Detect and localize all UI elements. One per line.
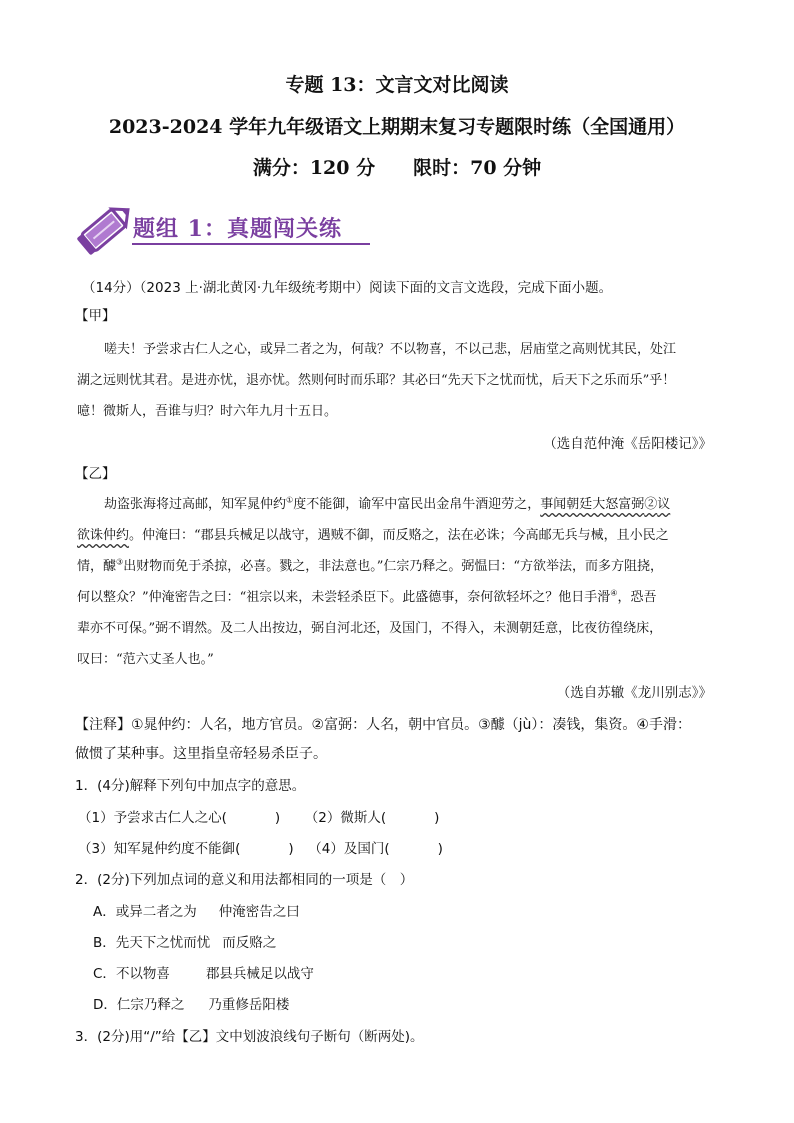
page-subtitle: 2023-2024 学年九年级语文上期期末复习专题限时练（全国通用） xyxy=(108,116,686,138)
question-1-items-a: （1）予尝求古仁人之心( ) （2）微斯人( ) xyxy=(78,810,440,826)
yi-source: （选自苏辙《龙川别志》》 xyxy=(556,685,712,701)
option-a: A．或异二者之为 仲淹密告之曰 xyxy=(93,904,300,920)
option-b: B．先天下之忧而忧 而反赂之 xyxy=(93,935,277,951)
option-d: D．仁宗乃释之 乃重修岳阳楼 xyxy=(93,997,290,1013)
yi-line-4: 何以整众？”仲淹密告之曰：“祖宗以来，未尝轻杀臣下。此盛德事，奈何欲轻坏之？他日手滑④，恐吾 xyxy=(77,588,657,605)
question-2-stem: 2．(2分)下列加点词的意义和用法都相同的一项是（ ） xyxy=(75,872,414,888)
section-label-yi: 【乙】 xyxy=(75,466,116,482)
jia-line-1: 嗟夫！予尝求古仁人之心，或异二者之为，何哉？不以物喜，不以己悲，居庙堂之高则忧其民，处江 xyxy=(104,342,677,357)
jia-line-2: 湖之远则忧其君。是进亦忧，退亦忧。然则何时而乐耶？其必曰“先天下之忧而忧，后天下之乐而乐”乎！ xyxy=(77,373,676,388)
yi-line-2: 欲诛仲约。仲淹曰：“郡县兵械足以战守，遇贼不御，而反赂之，法在必诛；今高邮无兵与械，且小民之 xyxy=(77,528,669,543)
banner-title: 题组 1：真题闯关练 xyxy=(133,216,342,242)
intro-text: （14分）（2023 上·湖北黄冈·九年级统考期中）阅读下面的文言文选段，完成下面小题。 xyxy=(82,280,613,296)
jia-line-3: 噫！微斯人，吾谁与归？时六年九月十五日。 xyxy=(77,404,338,419)
notes-line-2: 做惯了某种事。这里指皇帝轻易杀臣子。 xyxy=(75,746,327,762)
notes-line-1: 【注释】①晁仲约：人名，地方官员。②富弼：人名，朝中官员。③醵（jù）：凑钱，集资。④手滑： xyxy=(75,717,691,733)
jia-source: （选自范仲淹《岳阳楼记》》 xyxy=(543,436,712,452)
question-1-items-b: （3）知军晁仲约度不能御( ) （4）及国门( ) xyxy=(78,841,443,857)
banner-underline xyxy=(132,243,370,245)
score-time-line: 满分：120 分 限时：70 分钟 xyxy=(252,157,542,179)
page-title: 专题 13：文言文对比阅读 xyxy=(285,74,509,96)
section-label-jia: 【甲】 xyxy=(75,308,116,324)
yi-line-1: 劫盗张海将过高邮，知军晁仲约①度不能御，谕军中富民出金帛牛酒迎劳之，事闻朝廷大怒富弼②议 xyxy=(104,495,671,512)
question-1-stem: 1．(4分)解释下列句中加点字的意思。 xyxy=(75,778,306,794)
yi-line-5: 辈亦不可保。”弼不谓然。及二人出按边，弼自河北还，及国门，不得入，未测朝廷意，比夜彷徨绕床， xyxy=(77,621,663,636)
yi-line-6: 叹曰：“范六丈圣人也。” xyxy=(77,652,214,667)
question-3-stem: 3．(2分)用“/”给【乙】文中划波浪线句子断句（断两处)。 xyxy=(75,1029,424,1045)
option-c: C．不以物喜 郡县兵械足以战守 xyxy=(93,966,314,982)
pencil-icon xyxy=(75,198,135,260)
yi-line-3: 情，醵③出财物而免于杀掠，必喜。戮之，非法意也。”仁宗乃释之。弼愠曰：“方欲举法，而多方阻挠， xyxy=(77,557,663,574)
